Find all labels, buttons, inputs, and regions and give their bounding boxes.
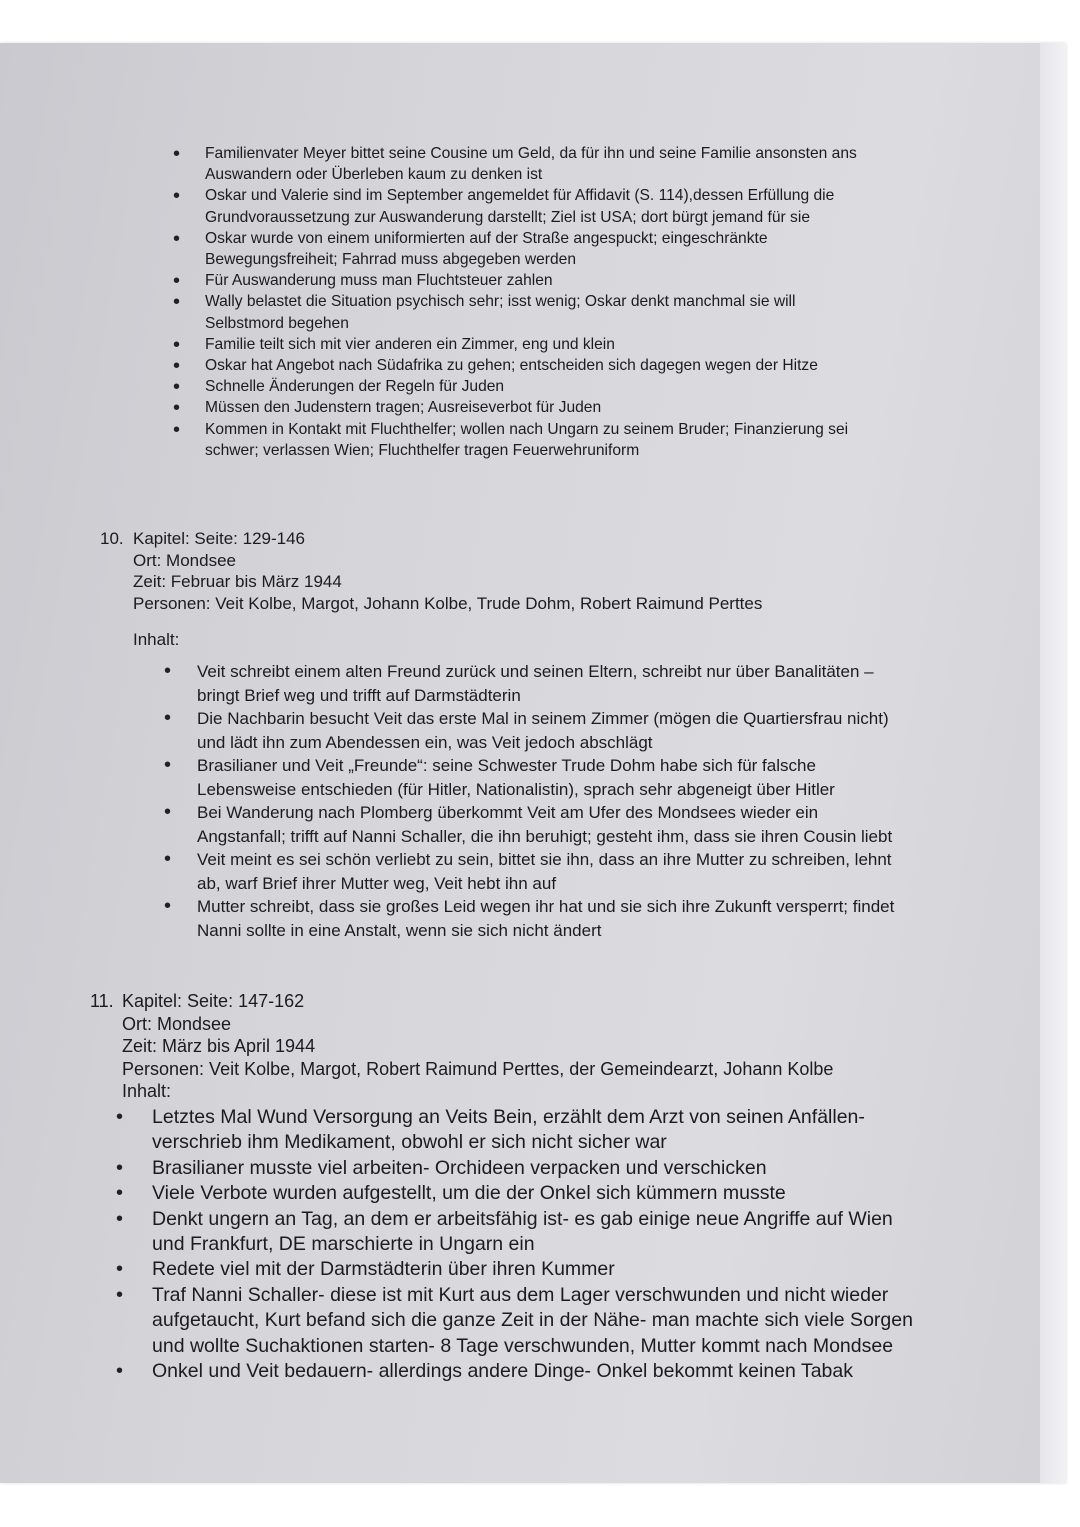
chapter-persons: Personen: Veit Kolbe, Margot, Johann Kolbe, Trude Dohm, Robert Raimund Perttes [133,593,763,613]
list-item: • Brasilianer und Veit „Freunde“: seine Schwester Trude Dohm habe sich für falsche Lebensweise entschieden (für Hitler, Nationalistin), sprach sehr abgeneigt über Hitler [197,754,897,801]
list-item: • Schnelle Änderungen der Regeln für Juden [205,376,865,397]
chapter-number: 10. [100,529,124,548]
chapter-time: Zeit: März bis April 1944 [122,1036,316,1057]
list-item: • Traf Nanni Schaller- diese ist mit Kurt aus dem Lager verschwunden und nicht wieder aufgetaucht, Kurt befand sich die ganze Zeit in der Nähe- man machte sich viele Sorgen und wollte Suchaktionen starten- 8 Tage verschwunden, Mutter kommt nach Mondsee [152,1283,922,1359]
list-item: • Letztes Mal Wund Versorgung an Veits Bein, erzählt dem Arzt von seinen Anfällen- verschrieb ihm Medikament, obwohl er sich nicht sicher war [152,1105,922,1156]
chapter10-bullet-list [197,660,897,942]
list-item: • Denkt ungern an Tag, an dem er arbeitsfähig ist- es gab einige neue Angriffe auf Wien und Frankfurt, DE marschierte in Ungarn ein [152,1207,922,1258]
chapter-location: Ort: Mondsee [122,1013,232,1034]
list-item: • Bei Wanderung nach Plomberg überkommt Veit am Ufer des Mondsees wieder ein Angstanfall; trifft auf Nanni Schaller, die ihn beruhigt; gesteht ihm, dass sie ihren Cousin liebt [197,801,897,848]
list-item: • Brasilianer musste viel arbeiten- Orchideen verpacken und verschicken [152,1156,922,1181]
list-item: • Die Nachbarin besucht Veit das erste Mal in seinem Zimmer (mögen die Quartiersfrau nicht) und lädt ihn zum Abendessen ein, was Veit jedoch abschlägt [197,707,897,754]
list-item: • Für Auswanderung muss man Fluchtsteuer zahlen [205,270,865,291]
chapter-location: Ort: Mondsee [133,550,236,570]
chapter11-header [90,990,833,1103]
list-item: • Müssen den Judenstern tragen; Ausreiseverbot für Juden [205,397,865,418]
list-item: • Viele Verbote wurden aufgestellt, um die der Onkel sich kümmern musste [152,1181,922,1206]
chapter-persons: Personen: Veit Kolbe, Margot, Robert Raimund Perttes, der Gemeindearzt, Johann Kolbe [122,1058,834,1079]
list-item: • Kommen in Kontakt mit Fluchthelfer; wollen nach Ungarn zu seinem Bruder; Finanzierung sei schwer; verlassen Wien; Fluchthelfer tragen Feuerwehruniform [205,419,865,461]
list-item: • Familie teilt sich mit vier anderen ein Zimmer, eng und klein [205,334,865,355]
list-item: • Oskar wurde von einem uniformierten auf der Straße angespuckt; eingeschränkte Bewegungsfreiheit; Fahrrad muss abgegeben werden [205,228,865,270]
chapter11-bullet-list [152,1105,922,1384]
list-item: • Familienvater Meyer bittet seine Cousine um Geld, da für ihn und seine Familie ansonsten ans Auswandern oder Überleben kaum zu denken ist [205,143,865,185]
chapter11-content-label: Inhalt: [122,1081,172,1102]
list-item: • Redete viel mit der Darmstädterin über ihren Kummer [152,1257,922,1282]
list-item: • Onkel und Veit bedauern- allerdings andere Dinge- Onkel bekommt keinen Tabak [152,1359,922,1384]
chapter10-header [100,528,762,614]
list-item: • Wally belastet die Situation psychisch sehr; isst wenig; Oskar denkt manchmal sie will Selbstmord begehen [205,291,865,333]
page-edge [1040,43,1066,1483]
list-item: • Oskar und Valerie sind im September angemeldet für Affidavit (S. 114),dessen Erfüllung die Grundvoraussetzung zur Auswanderung darstellt; Ziel ist USA; dort bürgt jemand für sie [205,185,865,227]
list-item: • Oskar hat Angebot nach Südafrika zu gehen; entscheiden sich dagegen wegen der Hitze [205,355,865,376]
chapter9-bullet-list [205,143,865,461]
chapter-pages: Kapitel: Seite: 129-146 [133,529,306,548]
chapter-number: 11. [90,991,114,1011]
list-item: • Mutter schreibt, dass sie großes Leid wegen ihr hat und sie sich ihre Zukunft versperrt; findet Nanni sollte in eine Anstalt, wenn sie sich nicht ändert [197,895,897,942]
chapter10-content-label: Inhalt: [133,630,180,649]
list-item: • Veit meint es sei schön verliebt zu sein, bittet sie ihn, dass an ihre Mutter zu schreiben, lehnt ab, warf Brief ihrer Mutter weg, Veit hebt ihn auf [197,848,897,895]
list-item: • Veit schreibt einem alten Freund zurück und seinen Eltern, schreibt nur über Banalitäten – bringt Brief weg und trifft auf Darmstädterin [197,660,897,707]
chapter-time: Zeit: Februar bis März 1944 [133,572,342,591]
chapter-pages: Kapitel: Seite: 147-162 [122,991,305,1011]
